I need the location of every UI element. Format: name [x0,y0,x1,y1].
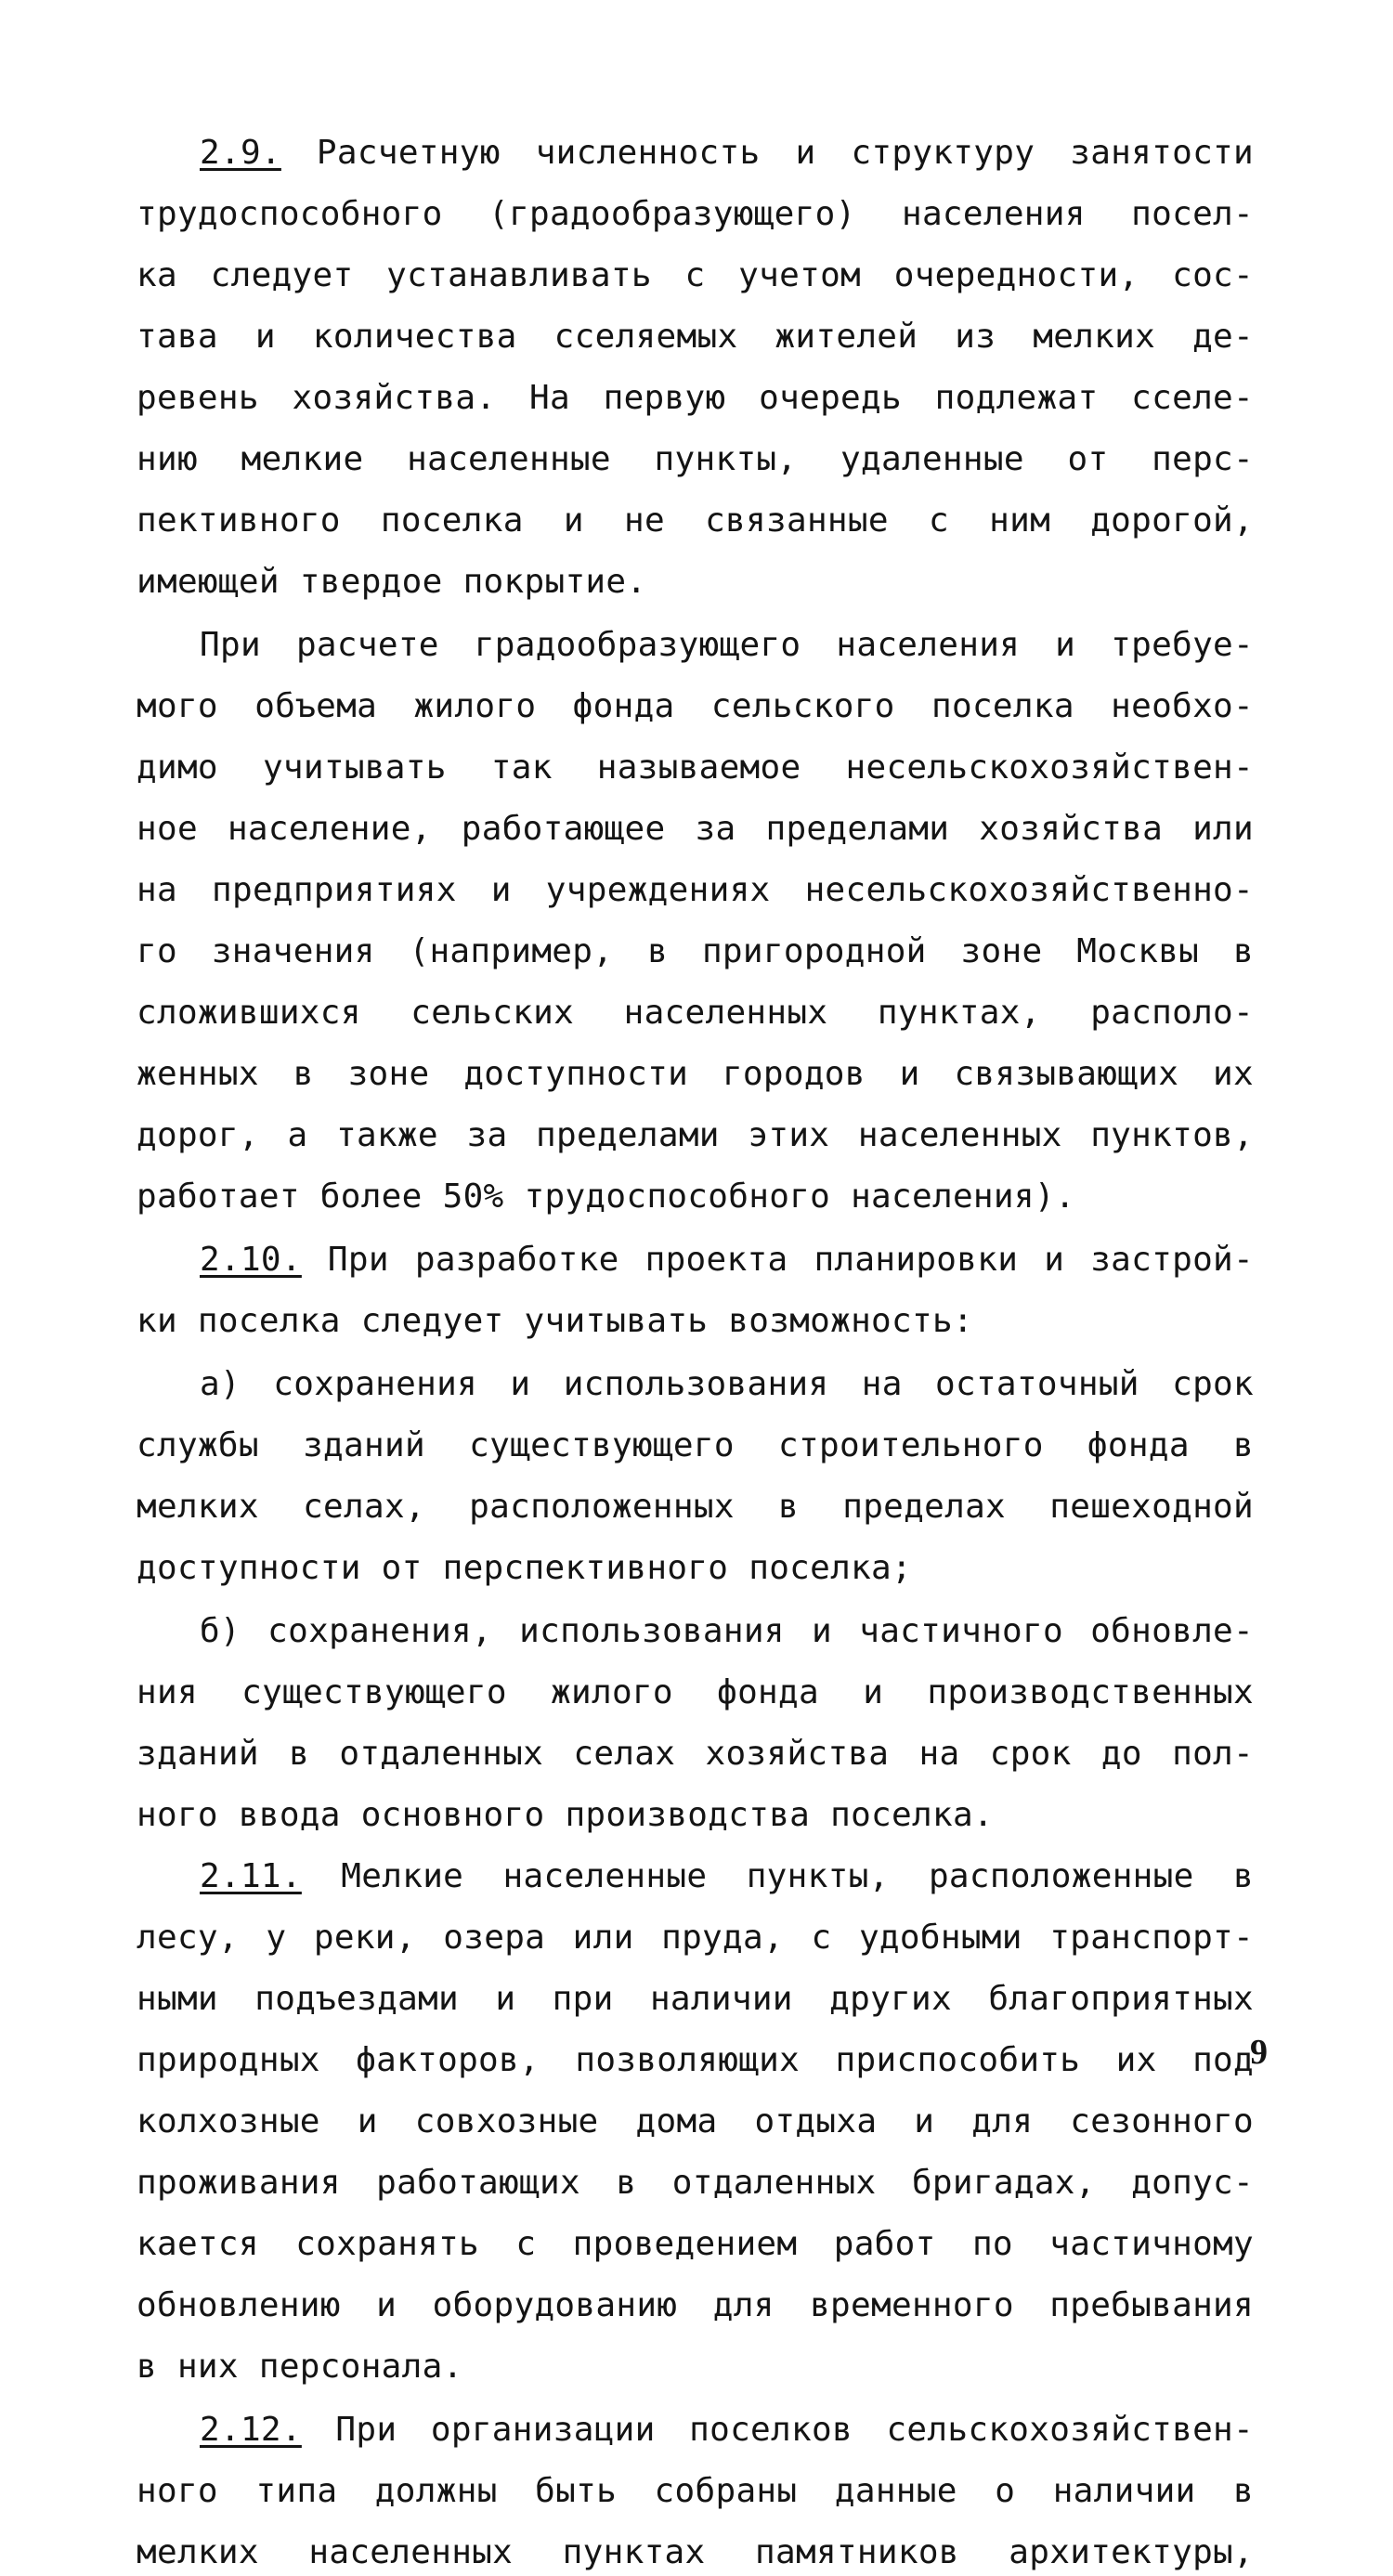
section-number-2-12: 2.12. [200,2411,302,2449]
section-number-2-11: 2.11. [200,1857,302,1895]
page-number: 9 [1250,2033,1268,2072]
item-b-line-1: б) сохранения, использования и частичного обновле- [200,1612,1254,1650]
paragraph-calc-line-3: димо учитывать так называемое несельскохозяйствен- [137,748,1254,787]
paragraph-2-9-line-3: ка следует устанавливать с учетом очередности, сос- [137,256,1254,294]
paragraph-2-12-line-1: 2.12. При организации поселков сельскохозяйствен- [200,2411,1254,2449]
paragraph-2-11-line-6: проживания работающих в отдаленных бригадах, допус- [137,2164,1254,2202]
paragraph-calc-line-2: мого объема жилого фонда сельского поселка необхо- [137,687,1254,725]
item-a-line-2: службы зданий существующего строительного фонда в [137,1426,1254,1464]
item-b-line-3: зданий в отдаленных селах хозяйства на срок до пол- [137,1735,1254,1773]
paragraph-2-9-line-5: ревень хозяйства. На первую очередь подлежат сселе- [137,379,1254,417]
paragraph-calc-line-4: ное население, работающее за пределами хозяйства или [137,810,1254,848]
paragraph-2-9-line-4: тава и количества сселяемых жителей из мелких де- [137,318,1254,356]
paragraph-2-9-line-7: пективного поселка и не связанные с ним дорогой, [137,501,1254,540]
paragraph-2-9-line-2: трудоспособного (градообразующего) населения посел- [137,195,1254,233]
paragraph-2-12-line-3: мелких населенных пунктах памятников архитектуры, [137,2533,1254,2571]
paragraph-calc-line-8: женных в зоне доступности городов и связывающих их [137,1055,1254,1093]
paragraph-2-9-line-6: нию мелкие населенные пункты, удаленные от перс- [137,440,1254,478]
paragraph-calc-line-6: го значения (например, в пригородной зоне Москвы в [137,932,1254,970]
paragraph-calc-line-1: При расчете градообразующего населения и требуе- [200,626,1254,664]
paragraph-2-9-line-8: имеющей твердое покрытие. [137,563,647,601]
paragraph-2-11-line-1: 2.11. Мелкие населенные пункты, расположенные в [200,1857,1254,1895]
paragraph-2-11-line-4: природных факторов, позволяющих приспособить их под [137,2041,1254,2079]
section-number-2-9: 2.9. [200,134,281,172]
paragraph-2-11-line-3: ными подъездами и при наличии других благоприятных [137,1980,1254,2018]
paragraph-2-11-line-5: колхозные и совхозные дома отдыха и для сезонного [137,2102,1254,2140]
item-b-line-4: ного ввода основного производства поселка. [137,1796,994,1834]
paragraph-calc-line-9: дорог, а также за пределами этих населенных пунктов, [137,1116,1254,1154]
paragraph-2-12-line-2: ного типа должны быть собраны данные о наличии в [137,2472,1254,2510]
section-number-2-10: 2.10. [200,1241,302,1279]
paragraph-2-10-line-1: 2.10. При разработке проекта планировки и застрой- [200,1241,1254,1279]
item-a-line-3: мелких селах, расположенных в пределах пешеходной [137,1488,1254,1526]
paragraph-2-11-line-2: лесу, у реки, озера или пруда, с удобными транспорт- [137,1919,1254,1957]
item-a-line-4: доступности от перспективного поселка; [137,1549,913,1587]
item-a-line-1: а) сохранения и использования на остаточный срок [200,1365,1254,1403]
paragraph-2-10-line-2: ки поселка следует учитывать возможность: [137,1302,973,1340]
paragraph-calc-line-5: на предприятиях и учреждениях несельскохозяйственно- [137,871,1254,909]
item-b-line-2: ния существующего жилого фонда и производственных [137,1673,1254,1711]
paragraph-calc-line-7: сложившихся сельских населенных пунктах, располо- [137,994,1254,1032]
paragraph-calc-line-10: работает более 50% трудоспособного населения). [137,1177,1075,1216]
paragraph-2-9-line-1: 2.9. Расчетную численность и структуру занятости [200,134,1254,172]
paragraph-2-11-line-9: в них персонала. [137,2348,463,2386]
paragraph-2-11-line-8: обновлению и оборудованию для временного пребывания [137,2286,1254,2324]
paragraph-2-11-line-7: кается сохранять с проведением работ по частичному [137,2225,1254,2263]
